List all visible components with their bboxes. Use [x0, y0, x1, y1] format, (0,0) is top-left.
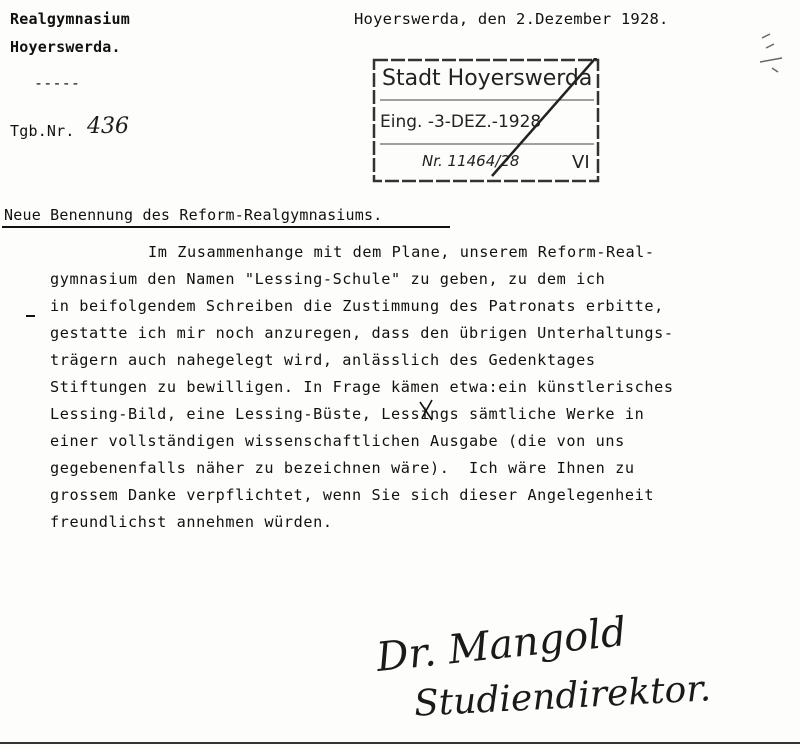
signature-title: Studiendirektor.: [413, 668, 712, 725]
body-line: freundlichst annehmen würden.: [50, 513, 333, 531]
stamp-line-2: Eing. -3-DEZ.-1928: [380, 112, 542, 132]
body-line: Im Zusammenhange mit dem Plane, unserem Reform-Real-: [148, 243, 655, 261]
margin-dash: [26, 315, 35, 317]
subject-line: Neue Benennung des Reform-Realgymnasiums.: [4, 206, 383, 224]
letterhead-city: Hoyerswerda.: [10, 38, 121, 56]
body-line: einer vollständigen wissenschaftlichen Ausgabe (die von uns: [50, 432, 625, 450]
body-line: gegebenenfalls näher zu bezeichnen wäre). Ich wäre Ihnen zu: [50, 459, 635, 477]
body-line: trägern auch nahegelegt wird, anlässlich des Gedenktages: [50, 351, 596, 369]
signature-name: Dr. Mangold: [374, 609, 629, 681]
letterhead-dashes: -----: [34, 74, 81, 92]
stamp-line-1: Stadt Hoyerswerda: [382, 66, 593, 91]
stamp-roman-numeral: VI: [572, 152, 590, 173]
dateline: Hoyerswerda, den 2.Dezember 1928.: [354, 10, 669, 28]
stamp-line-3: Nr. 11464/28: [422, 152, 520, 170]
body-line: grossem Danke verpflichtet, wenn Sie sich dieser Angelegenheit: [50, 486, 655, 504]
received-stamp: [372, 58, 600, 183]
body-line: in beifolgendem Schreiben die Zustimmung des Patronats erbitte,: [50, 297, 664, 315]
body-line: Lessing-Bild, eine Lessing-Büste, Lessings sämtliche Werke in: [50, 405, 645, 423]
reference-label: Tgb.Nr.: [10, 122, 75, 140]
body-line: Stiftungen zu bewilligen. In Frage kämen etwa:ein künstlerisches: [50, 378, 674, 396]
page-border-bottom: [0, 742, 800, 744]
body-line: gymnasium den Namen "Lessing-Schule" zu geben, zu dem ich: [50, 270, 606, 288]
insertion-mark-icon: [418, 398, 436, 424]
pencil-mark-icon: [752, 28, 792, 78]
reference-number: 436: [87, 114, 129, 139]
subject-underline: [2, 226, 450, 228]
letterhead-school: Realgymnasium: [10, 10, 130, 28]
body-line: gestatte ich mir noch anzuregen, dass den übrigen Unterhaltungs-: [50, 324, 674, 342]
